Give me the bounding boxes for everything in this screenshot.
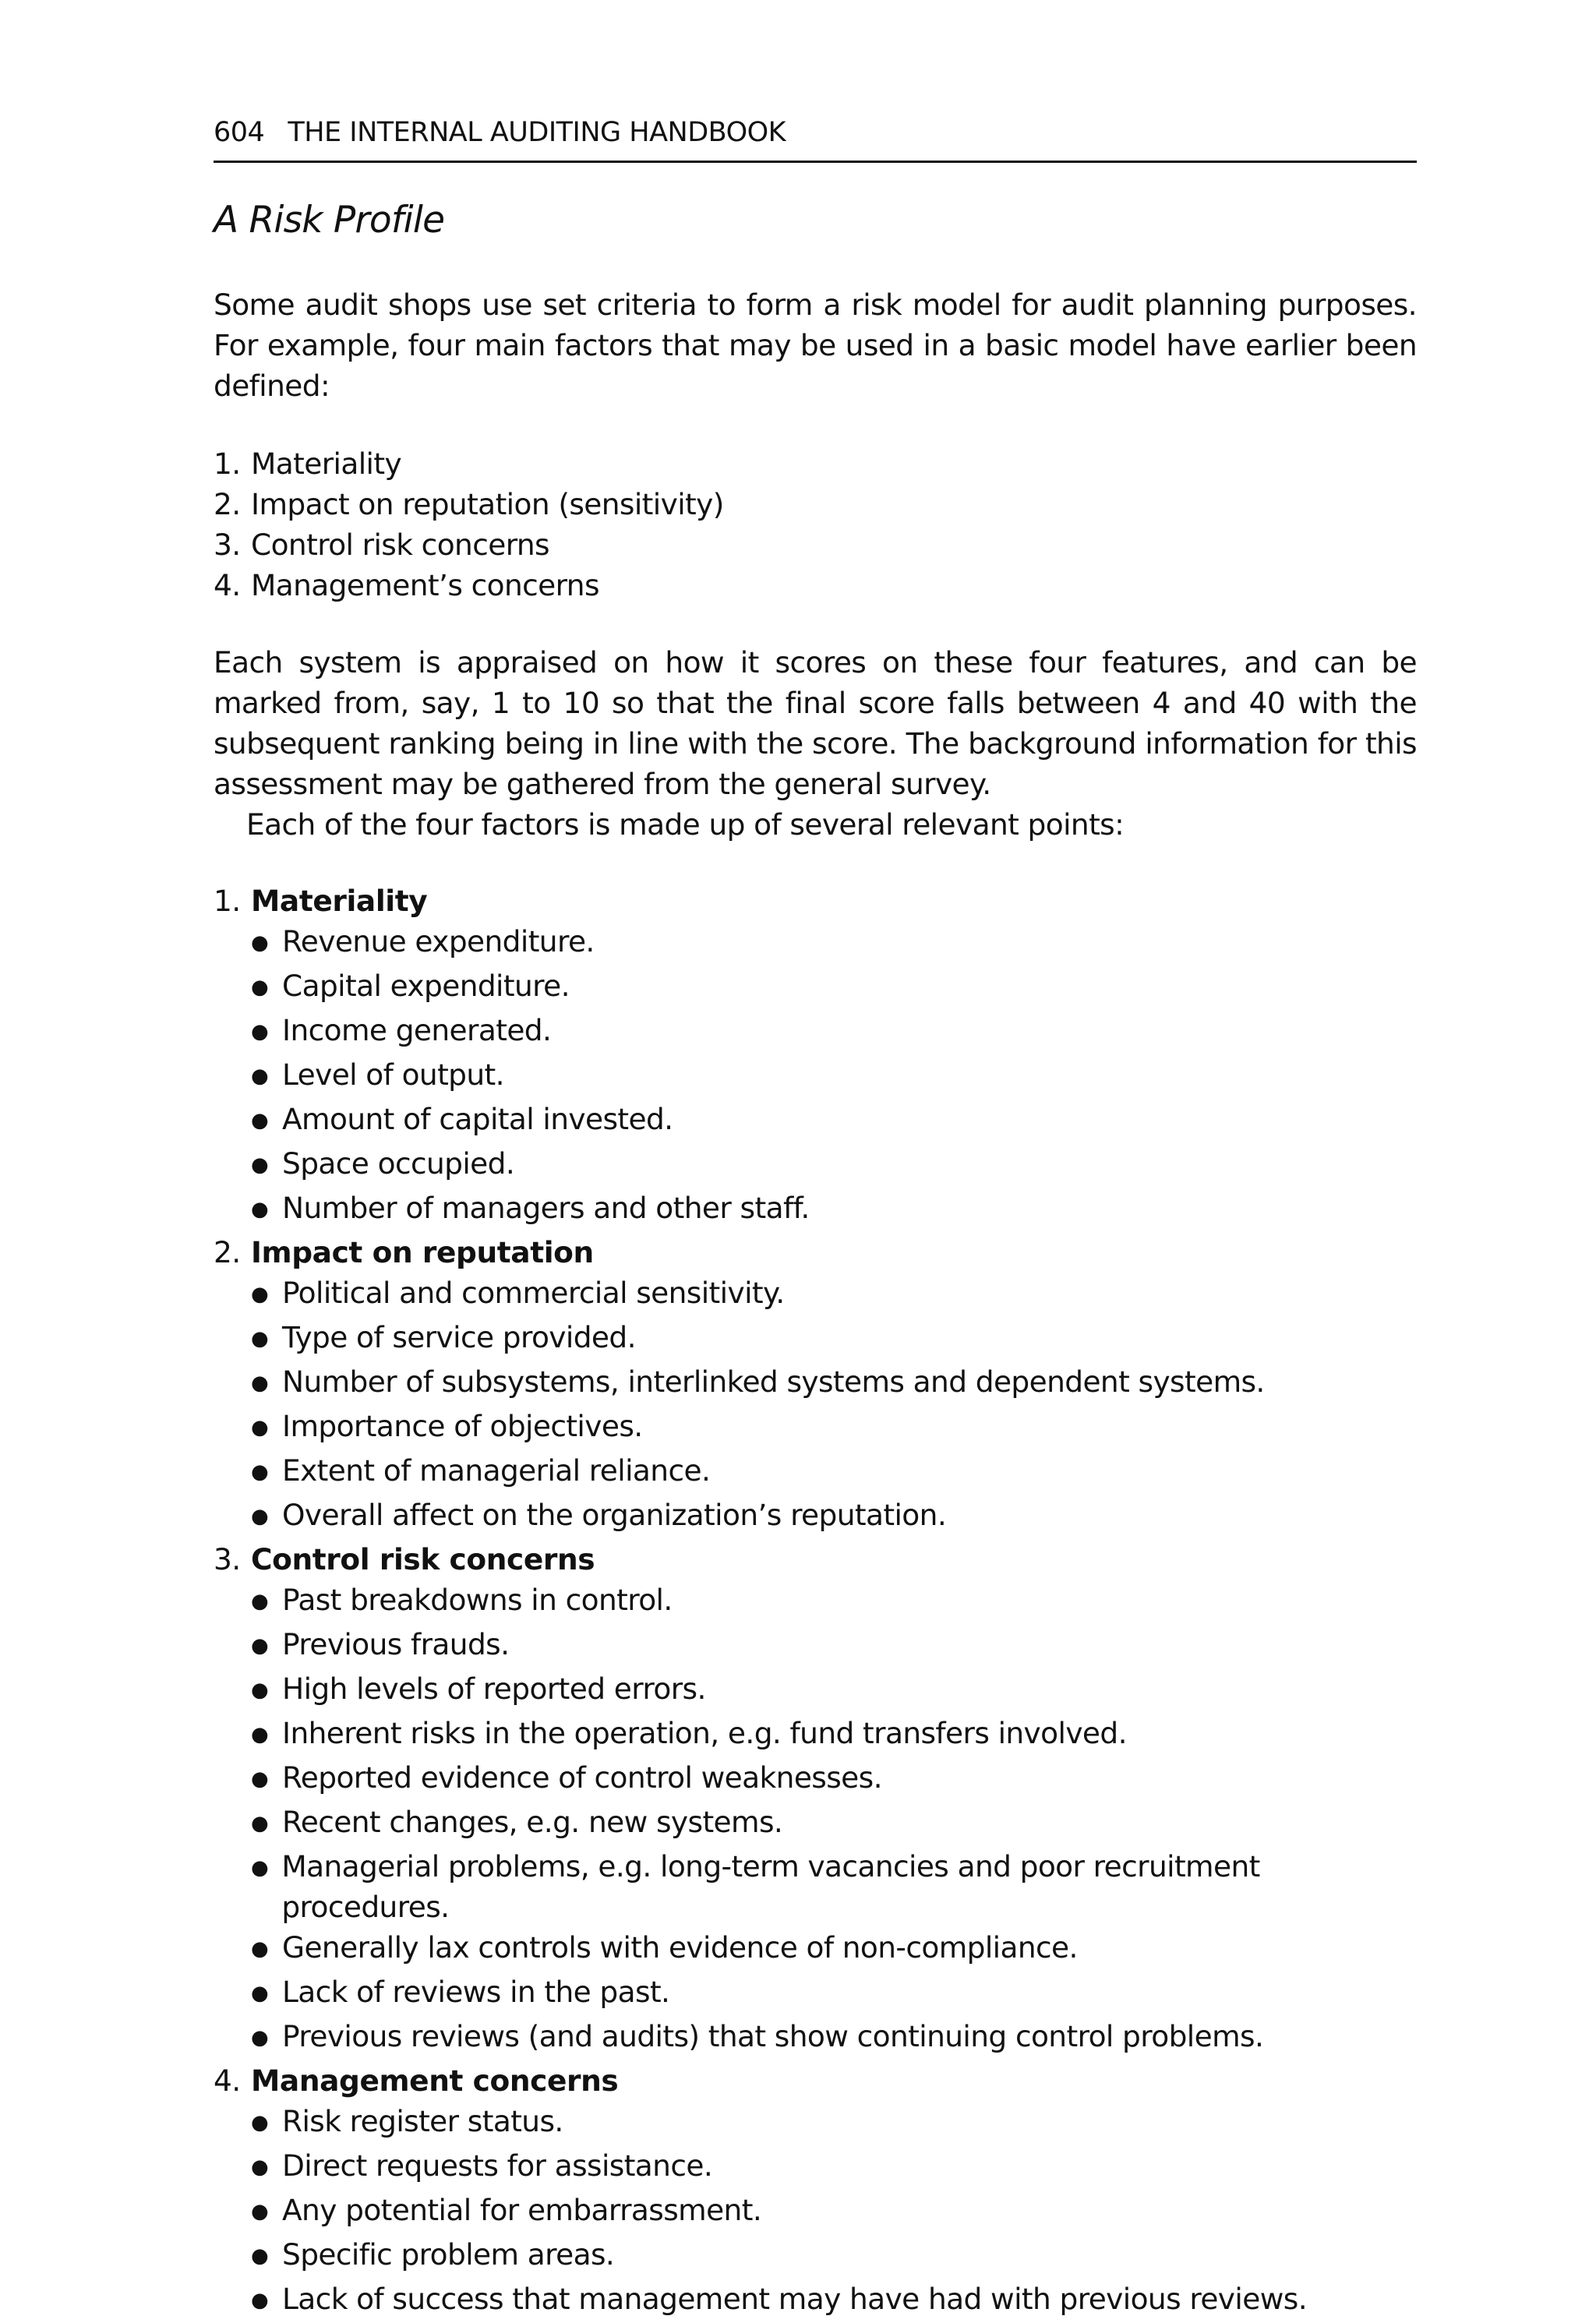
bullet-text: Managerial problems, e.g. long-term vacancies and poor recruitment procedures.	[281, 1849, 1260, 1924]
factor-heading	[214, 1539, 1417, 1580]
bullet-text: Generally lax controls with evidence of non-compliance.	[282, 1930, 1078, 1965]
bullet-item	[251, 1099, 1417, 1143]
bullet-text: Any potential for embarrassment.	[282, 2193, 762, 2227]
bullet-text: Direct requests for assistance.	[282, 2148, 713, 2183]
factor-title: Materiality	[251, 884, 428, 918]
bullet-icon: ●	[251, 1767, 269, 1791]
bullet-item	[251, 1406, 1417, 1450]
bullet-item	[251, 2016, 1417, 2060]
bullet-icon: ●	[251, 1856, 269, 1880]
factor-title: Control risk concerns	[251, 1542, 595, 1576]
bullet-text: Number of managers and other staff.	[282, 1191, 810, 1225]
bullet-item	[251, 1317, 1417, 1361]
bullet-icon: ●	[251, 1505, 269, 1528]
main-factors-list	[214, 443, 1417, 605]
bullet-text: Previous reviews (and audits) that show continuing control problems.	[282, 2019, 1264, 2053]
bullet-icon: ●	[251, 1982, 269, 2005]
bullet-item	[251, 1495, 1417, 1539]
bullet-icon: ●	[251, 1283, 269, 1306]
bullet-text: Amount of capital invested.	[282, 1102, 673, 1136]
bullet-text: Lack of reviews in the past.	[282, 1975, 670, 2009]
bullet-item	[251, 2101, 1417, 2145]
bullet-item	[251, 921, 1417, 966]
bullet-text: Importance of objectives.	[282, 1409, 643, 1443]
bullet-text: Reported evidence of control weaknesses.	[282, 1760, 882, 1795]
list-text: Impact on reputation (sensitivity)	[251, 487, 724, 521]
bullet-text: Income generated.	[282, 1013, 552, 1047]
bullet-icon: ●	[251, 1590, 269, 1613]
bullet-text: Level of output.	[282, 1057, 504, 1092]
bullet-item	[251, 1450, 1417, 1495]
bullet-text: Lack of success that management may have had with previous reviews.	[282, 2282, 1308, 2316]
list-text: Control risk concerns	[251, 528, 549, 562]
bullet-icon: ●	[251, 1679, 269, 1702]
bullet-icon: ●	[251, 2155, 269, 2179]
bullet-text: Recent changes, e.g. new systems.	[282, 1805, 783, 1839]
list-number: 4.	[214, 568, 241, 602]
factor-heading	[214, 881, 1417, 921]
bullet-item	[251, 1927, 1417, 1972]
bullet-item	[251, 1361, 1417, 1406]
factor-number: 4.	[214, 2064, 241, 2098]
bullet-item	[251, 966, 1417, 1010]
bullet-icon: ●	[251, 1372, 269, 1395]
list-number: 1.	[214, 447, 241, 481]
bullet-item	[251, 1668, 1417, 1713]
bullet-icon: ●	[251, 1153, 269, 1177]
factor-item-control-risk-concerns	[214, 1539, 1417, 2060]
factor-number: 3.	[214, 1542, 241, 1576]
bullet-icon: ●	[251, 1109, 269, 1132]
bullet-item	[251, 1972, 1417, 2016]
list-item	[214, 565, 1417, 605]
body-text	[214, 284, 1417, 2323]
bullet-icon: ●	[251, 931, 269, 955]
bullet-icon: ●	[251, 2111, 269, 2134]
bullet-text: Extent of managerial reliance.	[282, 1453, 711, 1488]
factor-number: 2.	[214, 1235, 241, 1269]
bullet-text: Inherent risks in the operation, e.g. fund transfers involved.	[282, 1716, 1127, 1750]
bullet-item	[251, 1580, 1417, 1624]
bullet-icon: ●	[251, 1198, 269, 1221]
bullet-icon: ●	[251, 1327, 269, 1350]
factor-item-materiality	[214, 881, 1417, 1232]
bullet-icon: ●	[251, 1812, 269, 1835]
section-title: A Risk Profile	[214, 199, 445, 242]
factor-heading	[214, 1232, 1417, 1273]
bullet-item	[251, 2190, 1417, 2234]
list-text: Materiality	[251, 447, 402, 481]
bullet-text: Type of service provided.	[282, 1320, 636, 1354]
bullet-item	[251, 1802, 1417, 1846]
bullet-icon: ●	[251, 1634, 269, 1658]
bullet-item	[251, 1054, 1417, 1099]
book-page	[214, 117, 1417, 2323]
bullet-item	[251, 1713, 1417, 1757]
list-number: 3.	[214, 528, 241, 562]
factor-heading	[214, 2060, 1417, 2101]
bullet-item	[251, 1273, 1417, 1317]
running-header	[214, 117, 1417, 163]
bullet-text: High levels of reported errors.	[282, 1672, 706, 1706]
factor-details-list	[214, 881, 1417, 2323]
bullet-list	[214, 921, 1417, 1232]
bullet-text: Number of subsystems, interlinked systems and dependent systems.	[282, 1364, 1265, 1399]
factor-item-management-concerns	[214, 2060, 1417, 2323]
bullet-icon: ●	[251, 1460, 269, 1484]
bullet-text: Specific problem areas.	[282, 2237, 615, 2272]
bullet-icon: ●	[251, 2200, 269, 2223]
bullet-icon: ●	[251, 1020, 269, 1043]
bullet-text: Past breakdowns in control.	[282, 1583, 673, 1617]
list-item	[214, 443, 1417, 484]
bullet-item	[251, 1757, 1417, 1802]
bullet-icon: ●	[251, 1416, 269, 1439]
running-title: THE INTERNAL AUDITING HANDBOOK	[288, 117, 786, 148]
bullet-text: Capital expenditure.	[282, 969, 570, 1003]
intro-paragraph: Some audit shops use set criteria to form a risk model for audit planning purposes. For example, four main factors that may be used in a basic model have earlier been defined:	[214, 288, 1417, 403]
bullet-item	[251, 2145, 1417, 2190]
bullet-text: Risk register status.	[282, 2104, 563, 2138]
bullet-icon: ●	[251, 1723, 269, 1746]
bullet-item	[251, 1624, 1417, 1668]
bullet-item	[251, 1143, 1417, 1188]
bullet-item	[251, 1188, 1417, 1232]
bullet-item	[251, 1010, 1417, 1054]
bullet-text: Political and commercial sensitivity.	[282, 1276, 785, 1310]
list-number: 2.	[214, 487, 241, 521]
bullet-icon: ●	[251, 1937, 269, 1961]
bullet-text: Revenue expenditure.	[282, 924, 595, 959]
bullet-text: Space occupied.	[282, 1146, 515, 1181]
bullet-list	[214, 2101, 1417, 2323]
bullet-list	[214, 1273, 1417, 1539]
bullet-text: Previous frauds.	[282, 1627, 510, 1661]
bullet-icon: ●	[251, 2244, 269, 2268]
list-item	[214, 484, 1417, 524]
bullet-text: Overall affect on the organization’s reputation.	[282, 1498, 947, 1532]
factors-intro-paragraph: Each of the four factors is made up of several relevant points:	[246, 807, 1125, 842]
page-number: 604	[214, 117, 265, 148]
factor-title: Impact on reputation	[251, 1235, 594, 1269]
bullet-icon: ●	[251, 2026, 269, 2049]
list-item	[214, 524, 1417, 565]
factor-item-impact-on-reputation	[214, 1232, 1417, 1539]
bullet-list	[214, 1580, 1417, 2060]
bullet-item	[251, 1846, 1417, 1927]
bullet-item	[251, 2279, 1417, 2323]
list-text: Management’s concerns	[251, 568, 599, 602]
factor-number: 1.	[214, 884, 241, 918]
bullet-item	[251, 2234, 1417, 2279]
appraisal-paragraph: Each system is appraised on how it scores on these four features, and can be marked from, say, 1 to 10 so that the final score falls between 4 and 40 with the subsequent ranking being in line with the score. The background information for this assessment may be gathered from the general survey.	[214, 645, 1417, 801]
bullet-icon: ●	[251, 2289, 269, 2312]
factor-title: Management concerns	[251, 2064, 619, 2098]
bullet-icon: ●	[251, 1064, 269, 1088]
bullet-icon: ●	[251, 976, 269, 999]
